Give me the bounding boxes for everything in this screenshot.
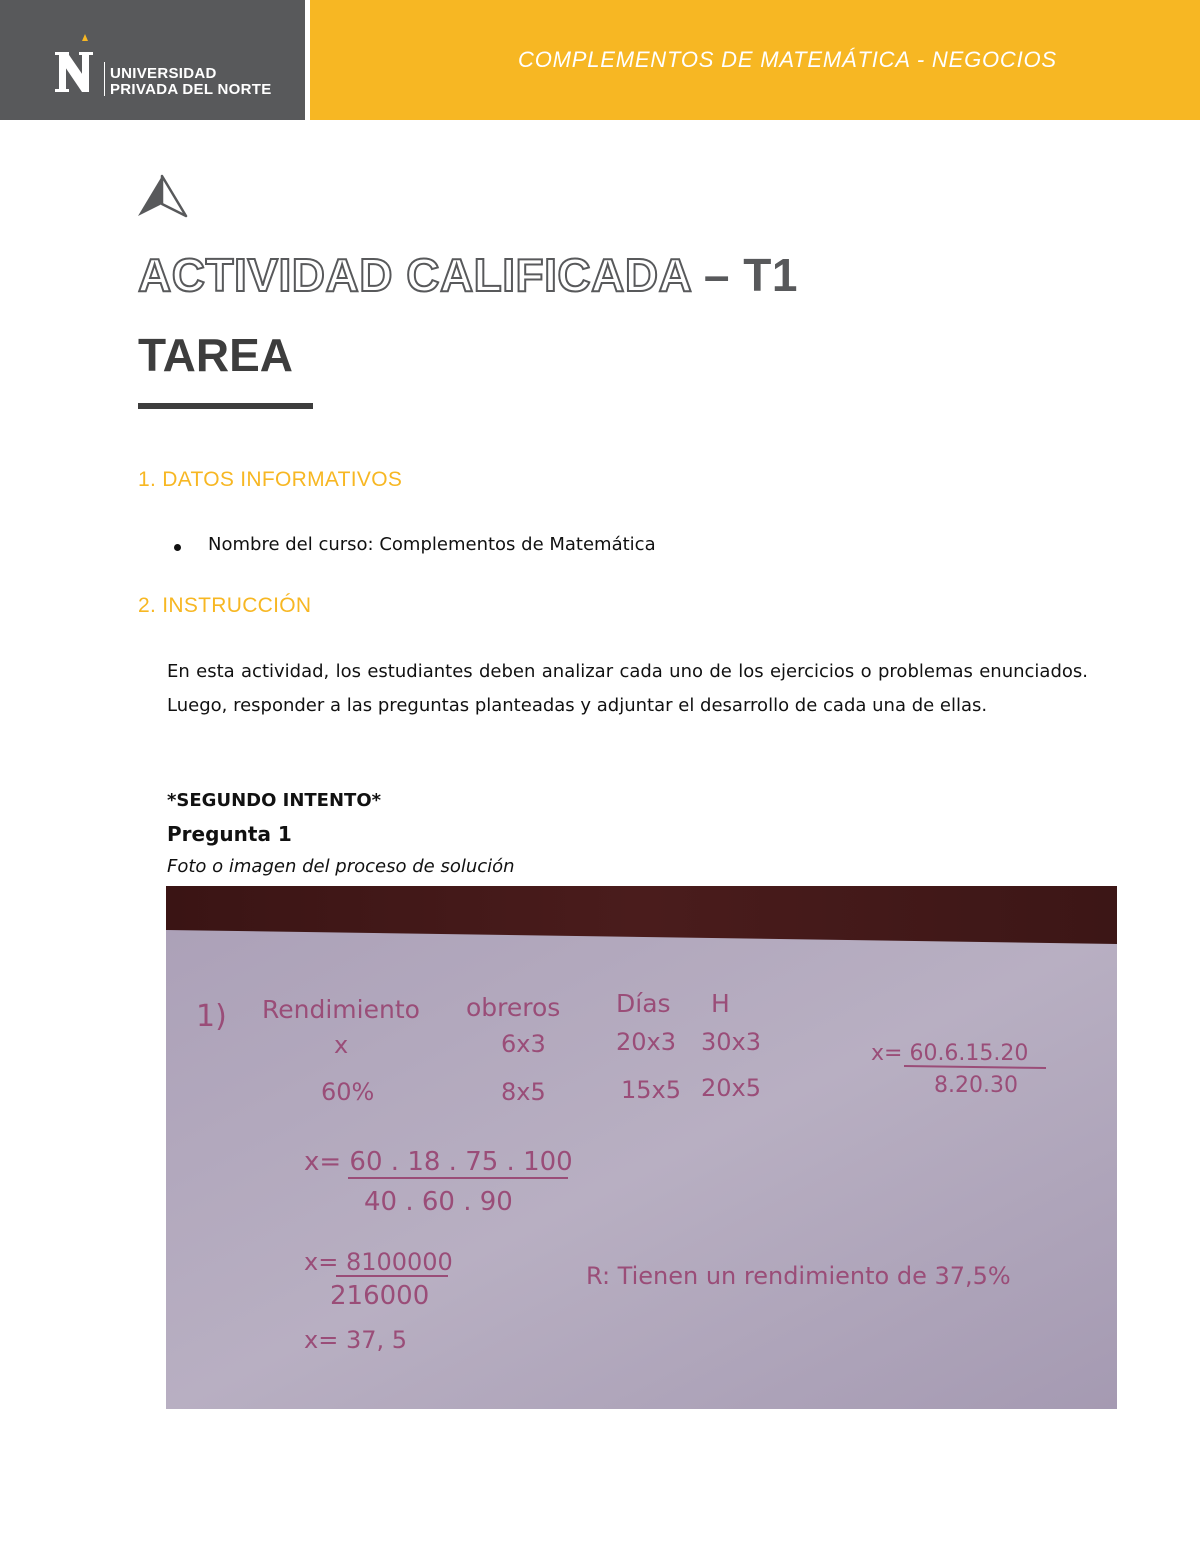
header-banner (310, 0, 1200, 120)
instruction-paragraph: En esta actividad, los estudiantes deben analizar cada uno de los ejercicios o problemas enunciados. Luego, responder a las preguntas planteadas y adjuntar el desarrollo de cada una de ellas. (167, 661, 1088, 716)
navigation-arrow-icon (136, 174, 190, 220)
hw-problem-number: 1) (196, 999, 227, 1034)
bullet-icon (174, 544, 181, 551)
university-line-2: PRIVADA DEL NORTE (110, 81, 272, 98)
hw-row1-obreros: 6x3 (501, 1030, 546, 1058)
activity-title (138, 248, 798, 302)
hw-header-obreros: obreros (466, 993, 561, 1022)
activity-subtitle: TAREA (138, 329, 294, 381)
hw-row2-rendimiento: 60% (321, 1078, 375, 1106)
hw-result: x= 37, 5 (304, 1326, 408, 1354)
title-underline (138, 403, 313, 409)
university-name (110, 66, 272, 98)
upn-logo-icon (55, 34, 99, 96)
attempt-label: *SEGUNDO INTENTO* (167, 790, 382, 811)
hw-f2-denominator: 216000 (330, 1281, 430, 1311)
hw-header-dias: Días (616, 989, 671, 1018)
section-heading-instruccion: 2. INSTRUCCIÓN (138, 594, 312, 617)
header-logo-panel (0, 0, 305, 120)
section-heading-datos: 1. DATOS INFORMATIVOS (138, 468, 403, 491)
hw-side-denominator: 8.20.30 (934, 1073, 1018, 1098)
university-line-1: UNIVERSIDAD (110, 65, 217, 82)
activity-title-code: – T1 (690, 249, 798, 301)
activity-title-outline: ACTIVIDAD CALIFICADA (138, 249, 691, 301)
solution-photo-canvas (166, 886, 1117, 1409)
logo-divider (104, 62, 105, 96)
hw-answer: R: Tienen un rendimiento de 37,5% (586, 1262, 1011, 1290)
hw-row1-x: x (334, 1031, 349, 1059)
hw-f1-denominator: 40 . 60 . 90 (364, 1187, 513, 1217)
hw-row1-dias: 20x3 (616, 1028, 677, 1056)
hw-side-numerator: x= 60.6.15.20 (871, 1041, 1029, 1066)
course-banner-title: COMPLEMENTOS DE MATEMÁTICA - NEGOCIOS (518, 47, 1057, 72)
hw-row2-h: 20x5 (701, 1074, 762, 1102)
hw-header-h: H (711, 989, 730, 1018)
hw-row1-h: 30x3 (701, 1028, 762, 1056)
hw-f1-numerator: x= 60 . 18 . 75 . 100 (304, 1147, 573, 1177)
solution-photo (166, 886, 1117, 1409)
hw-row2-dias: 15x5 (621, 1076, 682, 1104)
hw-header-rendimiento: Rendimiento (262, 995, 420, 1024)
photo-caption: Foto o imagen del proceso de solución (167, 856, 515, 877)
hw-f2-numerator: x= 8100000 (304, 1248, 453, 1276)
hw-row2-obreros: 8x5 (501, 1078, 546, 1106)
question-title: Pregunta 1 (167, 822, 292, 846)
course-name-item: Nombre del curso: Complementos de Matemática (208, 534, 656, 555)
